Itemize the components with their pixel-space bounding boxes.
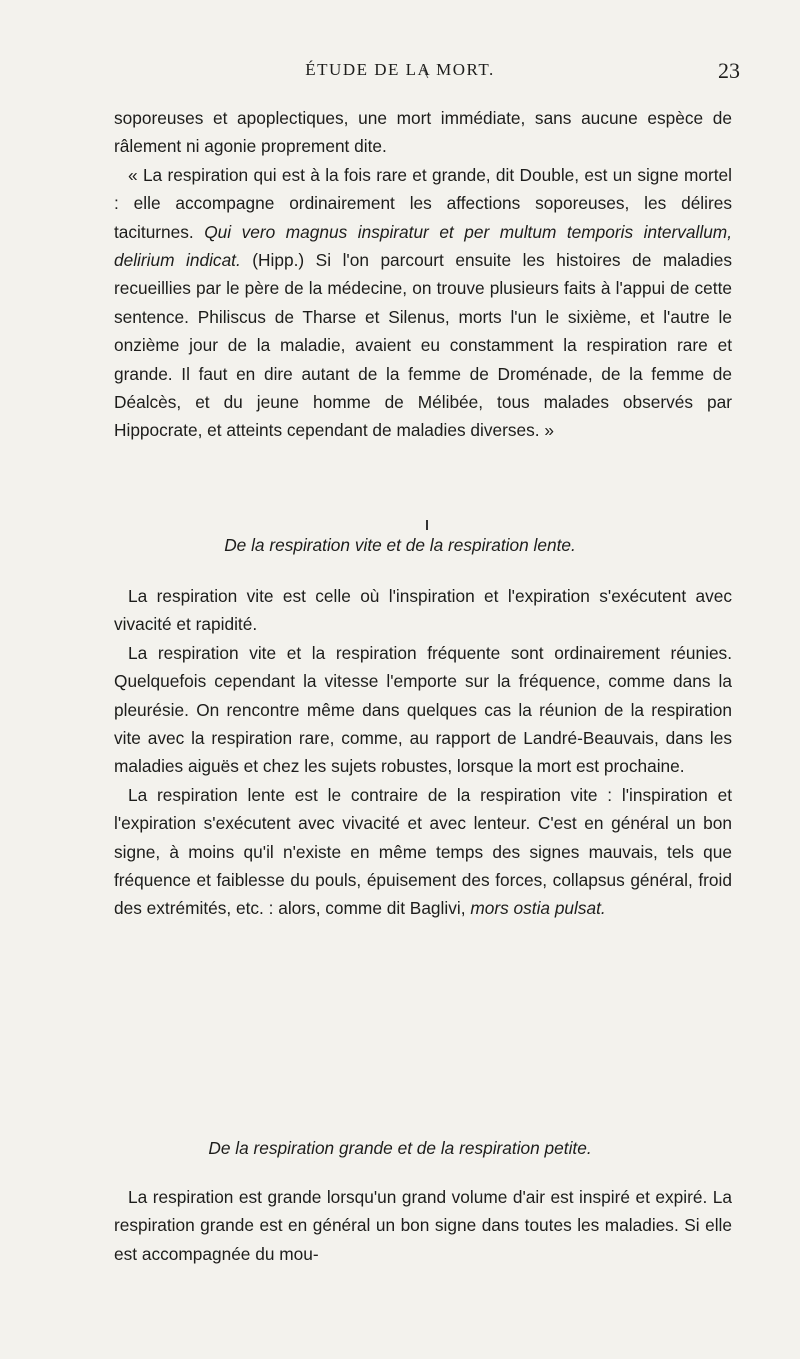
paragraph: soporeuses et apoplectiques, une mort immédiate, sans aucune espèce de râlement ni agonie proprement dite. xyxy=(114,108,732,157)
stray-ink-mark xyxy=(426,520,428,530)
paragraph-text: La respiration lente est le contraire de la respiration vite : l'inspiration et l'expiration s'exécutent avec vivacité et avec lenteur. C'est en général un bon signe, à moins qu'il n'existe en même temps des signes mauvais, tels que fréquence et faiblesse du pouls, épuisement des forces, collapsus général, froid des extrémités, etc. : alors, comme dit Baglivi, xyxy=(114,784,732,919)
paragraph-double-quote xyxy=(114,161,732,445)
running-head xyxy=(0,58,800,88)
paragraph-text: (Hipp.) Si l'on parcourt ensuite les histoires de maladies recueillies par le père de la médecine, on trouve plusieurs faits à l'appui de cette sentence. Philiscus de Tharse et Silenus, morts l'un le sixième, et l'autre le onzième jour de la maladie, avaient eu constamment la respiration rare et grande. Il faut en dire autant de la femme de Droménade, de la femme de Déalcès, et du jeune homme de Mélibée, tous malades observés par Hippocrate, et atteints cependant de maladies diverses. » xyxy=(114,250,732,441)
section-heading: De la respiration grande et de la respiration petite. xyxy=(208,1138,592,1158)
latin-quote: Qui vero magnus inspiratur et per multum temporis intervallum, delirium indicat. xyxy=(114,221,732,271)
section-heading: De la respiration vite et de la respiration lente. xyxy=(224,535,576,555)
running-title: ÉTUDE DE LA MORT. xyxy=(305,60,495,79)
section-continuation xyxy=(114,104,732,445)
section-respiration-grande-petite xyxy=(114,1183,732,1268)
paragraph-text: « La respiration qui est à la fois rare et grande, dit Double, est un signe mortel : elle accompagne ordinairement les affections soporeuses, les délires taciturnes. xyxy=(114,164,732,242)
paragraph: La respiration vite est celle où l'inspiration et l'expiration s'exécutent avec vivacité et rapidité. xyxy=(114,586,732,635)
paragraph: La respiration vite et la respiration fréquente sont ordinairement réunies. Quelquefois cependant la vitesse l'emporte sur la fréquence, comme dans la pleurésie. On rencontre même dans quelques cas la réunion de la respiration vite avec la respiration rare, comme, au rapport de Landré-Beauvais, dans les maladies aiguës et chez les sujets robustes, lorsque la mort est prochaine. xyxy=(114,642,732,777)
page-number: 23 xyxy=(718,58,740,83)
section-respiration-vite-lente xyxy=(114,582,732,923)
latin-quote: mors ostia pulsat. xyxy=(470,898,606,919)
paragraph: La respiration est grande lorsqu'un grand volume d'air est inspiré et expiré. La respiration grande est en général un bon signe dans toutes les maladies. Si elle est accompagnée du mou- xyxy=(114,1187,732,1264)
paragraph xyxy=(114,781,732,923)
